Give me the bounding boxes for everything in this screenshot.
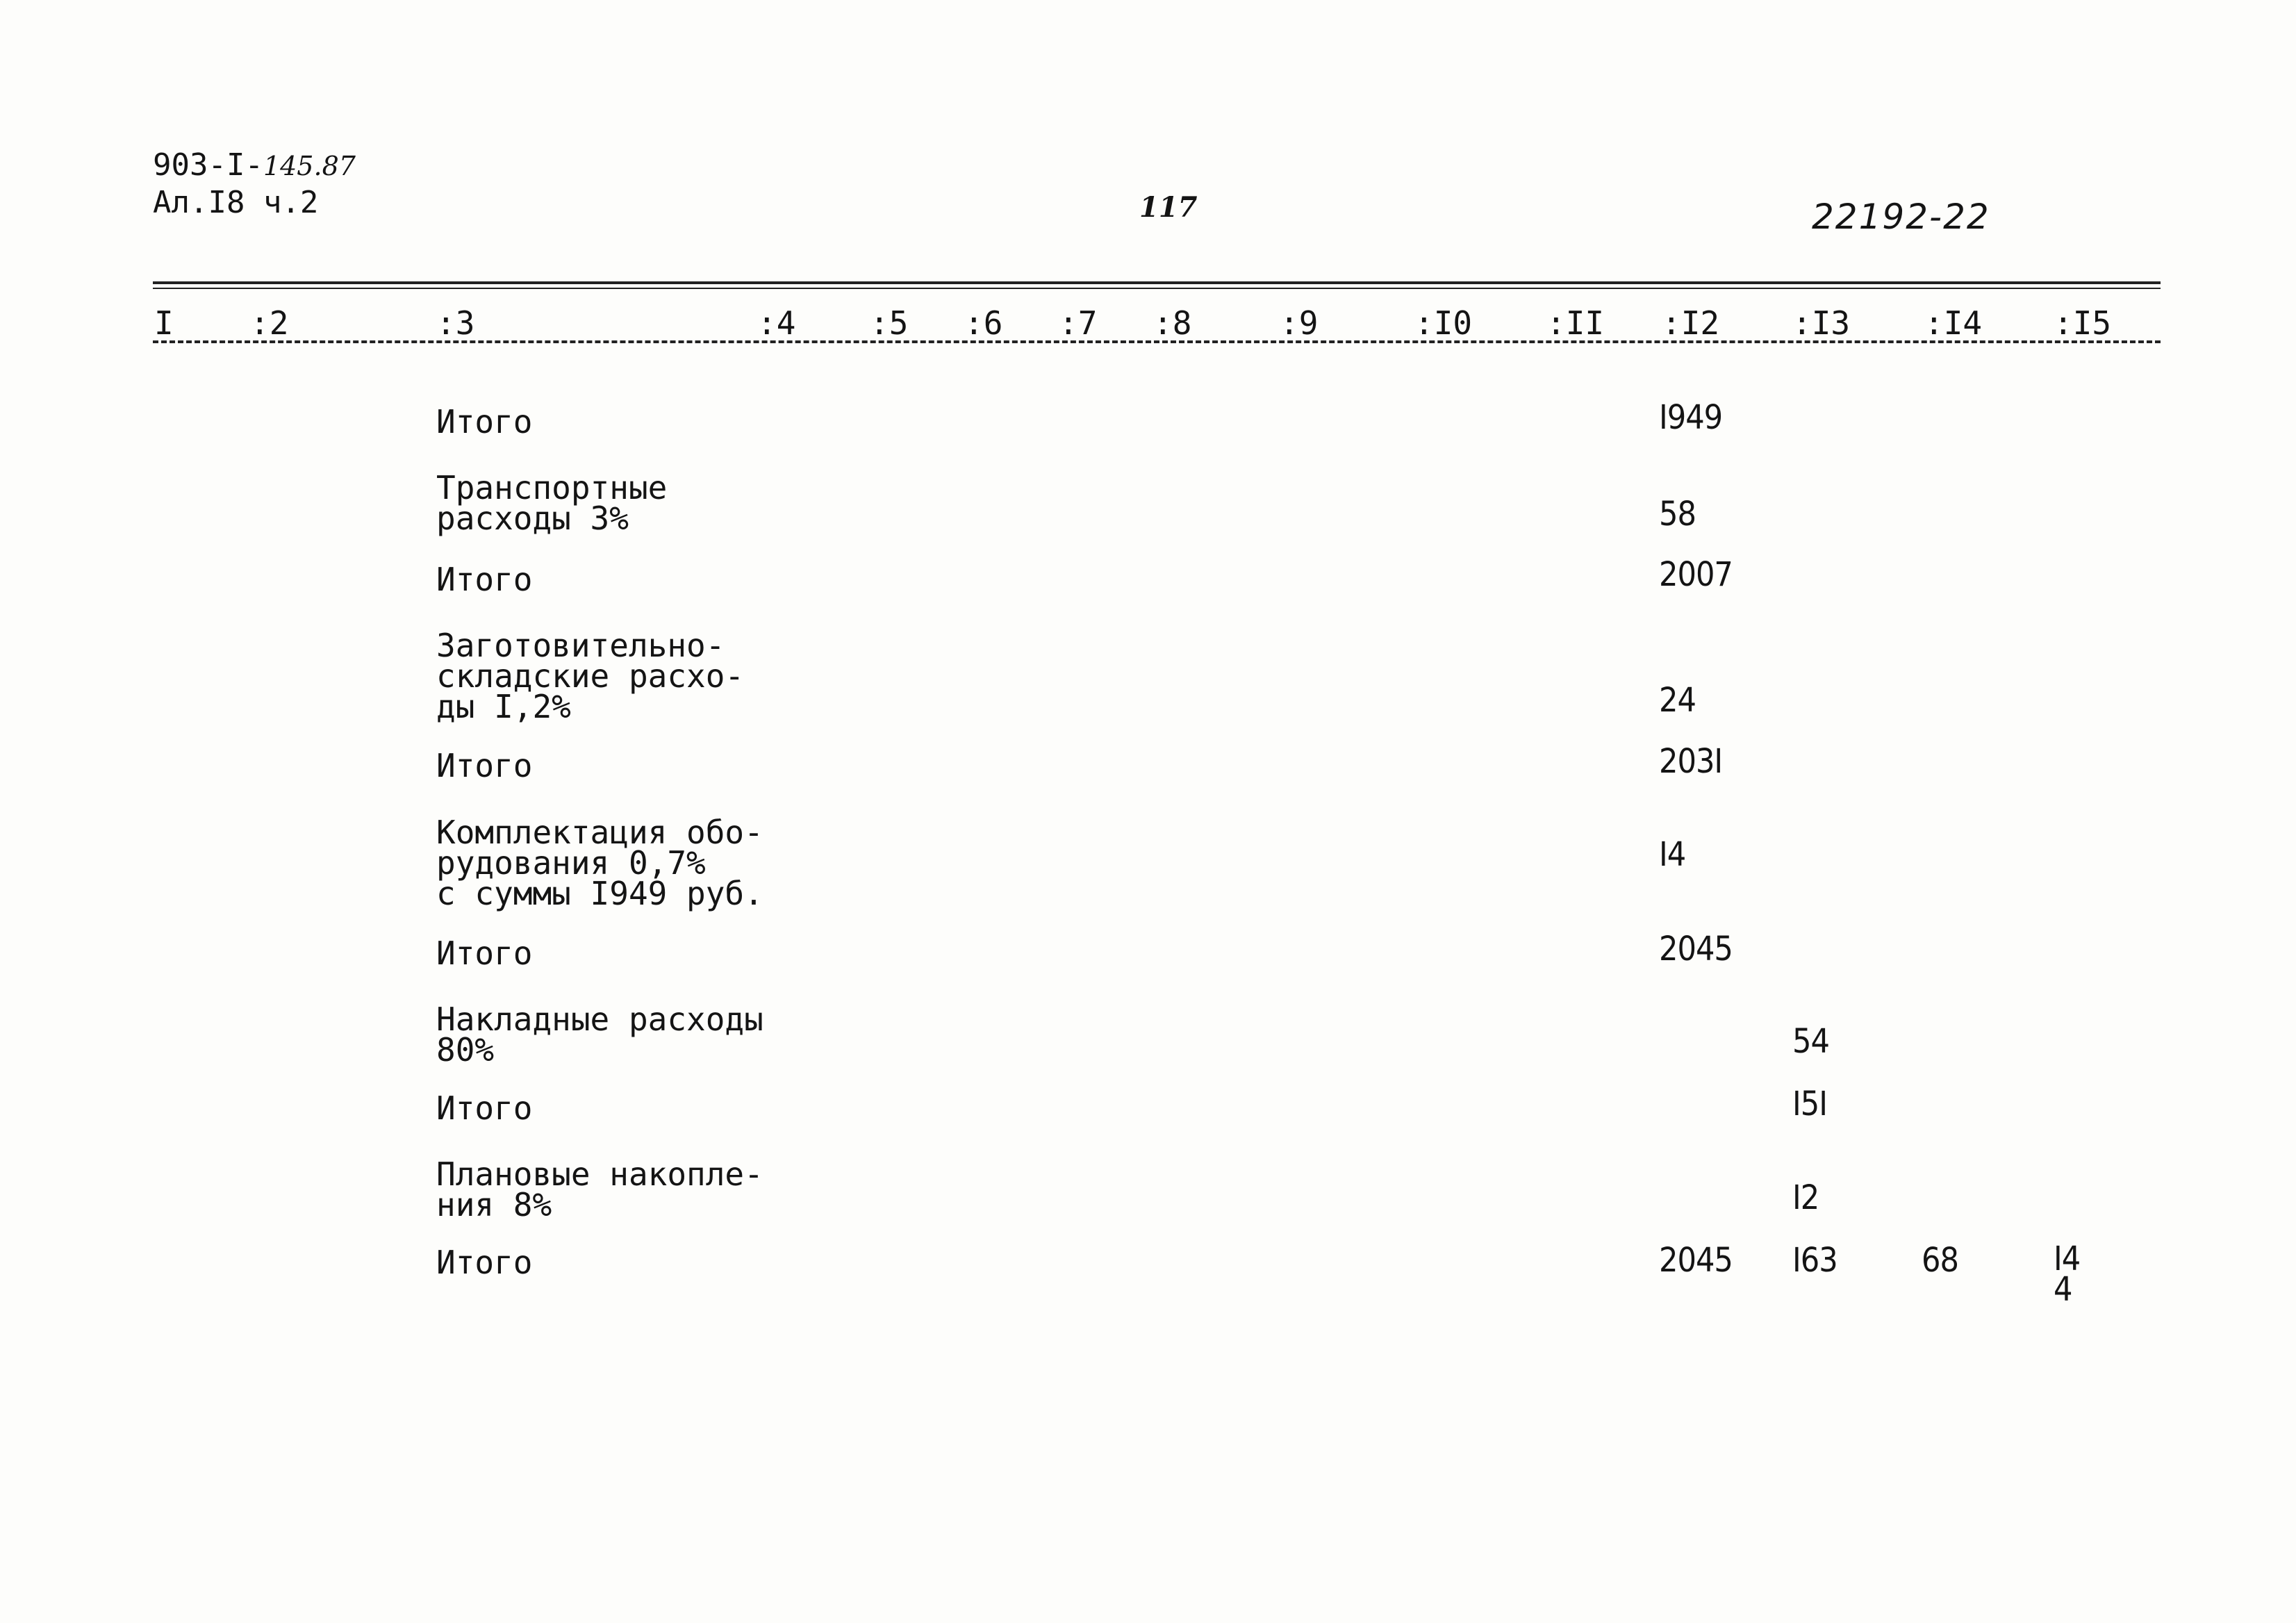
row-label: Накладные расходы 80% bbox=[436, 1000, 763, 1069]
header-rule-top bbox=[153, 281, 2161, 284]
column-header-2: :2 bbox=[250, 304, 289, 342]
column-header-15: :I5 bbox=[2054, 304, 2112, 342]
column-header-8: :8 bbox=[1153, 304, 1192, 342]
column-header-4: :4 bbox=[757, 304, 796, 342]
document-number: 22192-22 bbox=[1812, 197, 1990, 237]
row-value-col14: 68 bbox=[1922, 1241, 1958, 1280]
row-value-col13: 54 bbox=[1792, 1022, 1829, 1061]
row-value-col12: 2007 bbox=[1659, 555, 1733, 594]
column-header-14: :I4 bbox=[1924, 304, 1983, 342]
column-header-11: :II bbox=[1546, 304, 1605, 342]
row-value-col13: I2 bbox=[1792, 1178, 1819, 1217]
row-label: Итого bbox=[436, 1244, 533, 1281]
document-code-printed: 903-I- bbox=[153, 147, 263, 183]
row-label: Плановые накопле- ния 8% bbox=[436, 1155, 763, 1224]
document-code-handwritten: 145.87 bbox=[263, 151, 356, 181]
row-label: Итого bbox=[436, 561, 533, 598]
row-value-col12: 203I bbox=[1659, 742, 1723, 781]
row-label: Итого bbox=[436, 747, 533, 784]
row-value-col13: I5I bbox=[1792, 1085, 1827, 1123]
row-label: Заготовительно- складские расхо- ды I,2% bbox=[436, 627, 745, 725]
row-value-col12: 2045 bbox=[1659, 1241, 1733, 1280]
column-header-5: :5 bbox=[870, 304, 909, 342]
column-header-10: :I0 bbox=[1414, 304, 1473, 342]
sheet-reference: Ал.I8 ч.2 bbox=[153, 185, 319, 220]
column-header-3: :3 bbox=[436, 304, 475, 342]
row-label: Комплектация обо- рудования 0,7% с суммы I949 руб. bbox=[436, 814, 763, 912]
page-number: 117 bbox=[1139, 191, 1198, 224]
row-value-col15: I4 4 bbox=[2054, 1239, 2081, 1309]
column-header-1: I bbox=[154, 304, 174, 342]
row-label: Итого bbox=[436, 1089, 533, 1127]
row-value-col12: 58 bbox=[1659, 495, 1696, 534]
header-rule-top-thin bbox=[153, 288, 2161, 289]
row-label: Итого bbox=[436, 934, 533, 972]
row-value-col13: I63 bbox=[1792, 1241, 1837, 1280]
column-header-12: :I2 bbox=[1662, 304, 1720, 342]
column-header-13: :I3 bbox=[1792, 304, 1851, 342]
column-header-7: :7 bbox=[1059, 304, 1098, 342]
column-header-9: :9 bbox=[1280, 304, 1319, 342]
row-label: Транспортные расходы 3% bbox=[436, 469, 668, 537]
row-label: Итого bbox=[436, 403, 533, 440]
row-value-col12: 2045 bbox=[1659, 930, 1733, 969]
row-value-col12: I4 bbox=[1659, 835, 1686, 874]
column-header-6: :6 bbox=[964, 304, 1003, 342]
row-value-col12: I949 bbox=[1659, 398, 1723, 437]
row-value-col12: 24 bbox=[1659, 681, 1696, 720]
document-code bbox=[153, 147, 356, 183]
